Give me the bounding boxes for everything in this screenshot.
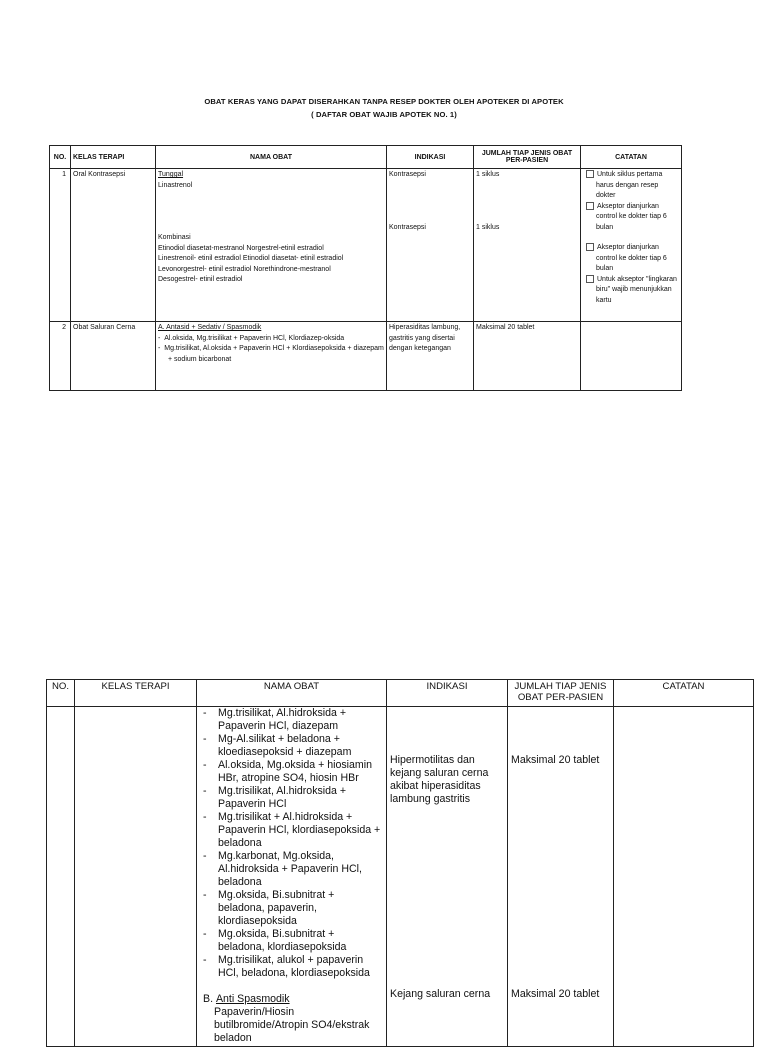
header-no: NO. [47, 680, 75, 707]
section-b-heading: B. Anti Spasmodik [203, 993, 290, 1005]
drug-item: - Mg.trisilikat, Al.oksida + Papaverin HCl + Klordiasepoksida + diazepam + sodium bicarbonat [158, 345, 384, 363]
header-jumlah: JUMLAH TIAP JENIS OBAT PER-PASIEN [474, 146, 581, 169]
row-indikasi: Hipermotilitas dan kejang saluran cerna akibat hiperasiditas lambung gastritis Kejang saluran cerna [387, 707, 508, 1047]
note-item: Akseptor dianjurkan control ke dokter tiap 6 bulan [586, 202, 679, 234]
table-row [47, 707, 754, 1047]
row-kelas-terapi [75, 707, 197, 1047]
subheading-tunggal: Tunggal [158, 171, 184, 178]
list-item: - Mg.karbonat, Mg.oksida, Al.hidroksida + Papaverin HCl, beladona [200, 850, 383, 889]
row-kelas-terapi: Obat Saluran Cerna [71, 322, 156, 391]
header-no: NO. [50, 146, 71, 169]
row-nama-obat [156, 322, 387, 391]
row-number: 1 [50, 169, 71, 322]
row-jumlah: Maksimal 20 tablet [474, 322, 581, 391]
row-nama-obat [197, 707, 387, 1047]
document-title: OBAT KERAS YANG DAPAT DISERAHKAN TANPA RESEP DOKTER OLEH APOTEKER DI APOTEK [204, 97, 564, 106]
document-page-1 [0, 0, 768, 440]
header-catatan: CATATAN [581, 146, 682, 169]
list-item: - Mg.trisilikat + Al.hidroksida + Papaverin HCl, klordiasepoksida + beladona [200, 811, 383, 850]
list-item: - Mg.trisilikat, Al.hidroksida + Papaverin HCl [200, 785, 383, 811]
list-item: - Mg-Al.silikat + beladona + kloediasepoksid + diazepam [200, 733, 383, 759]
checkbox-bullet-icon [586, 243, 594, 251]
drug-item: - Al.oksida, Mg.trisilikat + Papaverin HCl, Klordiazep-oksida [158, 334, 345, 342]
drug-name: Linestrenoil- etinil estradiol Etinodiol diasetat- etinil estradiol [158, 255, 344, 262]
header-indikasi: INDIKASI [387, 146, 474, 169]
row-number [47, 707, 75, 1047]
row-indikasi: Kontrasepsi Kontrasepsi [387, 169, 474, 322]
row-kelas-terapi: Oral Kontrasepsi [71, 169, 156, 322]
drug-list [200, 707, 383, 980]
row-catatan [581, 169, 682, 322]
table-header-row [47, 680, 754, 707]
drug-name: Desogestrel- etinil estradiol [158, 276, 243, 283]
drug-name: Levonorgestrel- etinil estradiol Norethindrone-mestranol [158, 265, 331, 273]
note-item: Akseptor dianjurkan control ke dokter tiap 6 bulan [586, 243, 679, 275]
checkbox-bullet-icon [586, 170, 594, 178]
header-nama-obat: NAMA OBAT [197, 680, 387, 707]
row-jumlah: 1 siklus 1 siklus [474, 169, 581, 322]
subheading-kombinasi: Kombinasi [158, 234, 191, 241]
section-b-drugs: Papaverin/Hiosin butilbromide/Atropin SO4/ekstrak beladon [214, 1006, 370, 1044]
header-indikasi: INDIKASI [387, 680, 508, 707]
drug-table-page-1 [49, 145, 682, 391]
note-item: Untuk siklus pertama harus dengan resep dokter [586, 170, 679, 202]
list-item: - Mg.trisilikat, alukol + papaverin HCl, beladona, klordiasepoksida [200, 954, 383, 980]
drug-name: Etinodiol diasetat-mestranol Norgestrel-etinil estradiol [158, 244, 324, 252]
drug-table-page-2 [46, 679, 754, 1047]
list-item: - Mg.trisilikat, Al.hidroksida + Papaverin HCl, diazepam [200, 707, 383, 733]
table-row [50, 169, 682, 322]
header-kelas-terapi: KELAS TERAPI [71, 146, 156, 169]
list-item: - Mg.oksida, Bi.subnitrat + beladona, papaverin, klordiasepoksida [200, 889, 383, 928]
row-indikasi: Hiperasiditas lambung, gastritis yang disertai dengan ketegangan [387, 322, 474, 391]
subheading-antasid: A. Antasid + Sedativ / Spasmodik [158, 324, 262, 331]
row-nama-obat [156, 169, 387, 322]
list-item: - Al.oksida, Mg.oksida + hiosiamin HBr, atropine SO4, hiosin HBr [200, 759, 383, 785]
header-nama-obat: NAMA OBAT [156, 146, 387, 169]
checkbox-bullet-icon [586, 275, 594, 283]
note-item: Untuk akseptor "lingkaran biru" wajib menunjukkan kartu [586, 275, 679, 307]
table-row [50, 322, 682, 391]
row-catatan [581, 322, 682, 391]
row-catatan [614, 707, 754, 1047]
checkbox-bullet-icon [586, 202, 594, 210]
header-catatan: CATATAN [614, 680, 754, 707]
drug-name: Linastrenol [158, 181, 193, 189]
header-jumlah: JUMLAH TIAP JENIS OBAT PER-PASIEN [508, 680, 614, 707]
table-header-row [50, 146, 682, 169]
row-number: 2 [50, 322, 71, 391]
document-subtitle: ( DAFTAR OBAT WAJIB APOTEK NO. 1) [311, 110, 457, 119]
row-jumlah: Maksimal 20 tablet Maksimal 20 tablet [508, 707, 614, 1047]
header-kelas-terapi: KELAS TERAPI [75, 680, 197, 707]
list-item: - Mg.oksida, Bi.subnitrat + beladona, klordiasepoksida [200, 928, 383, 954]
